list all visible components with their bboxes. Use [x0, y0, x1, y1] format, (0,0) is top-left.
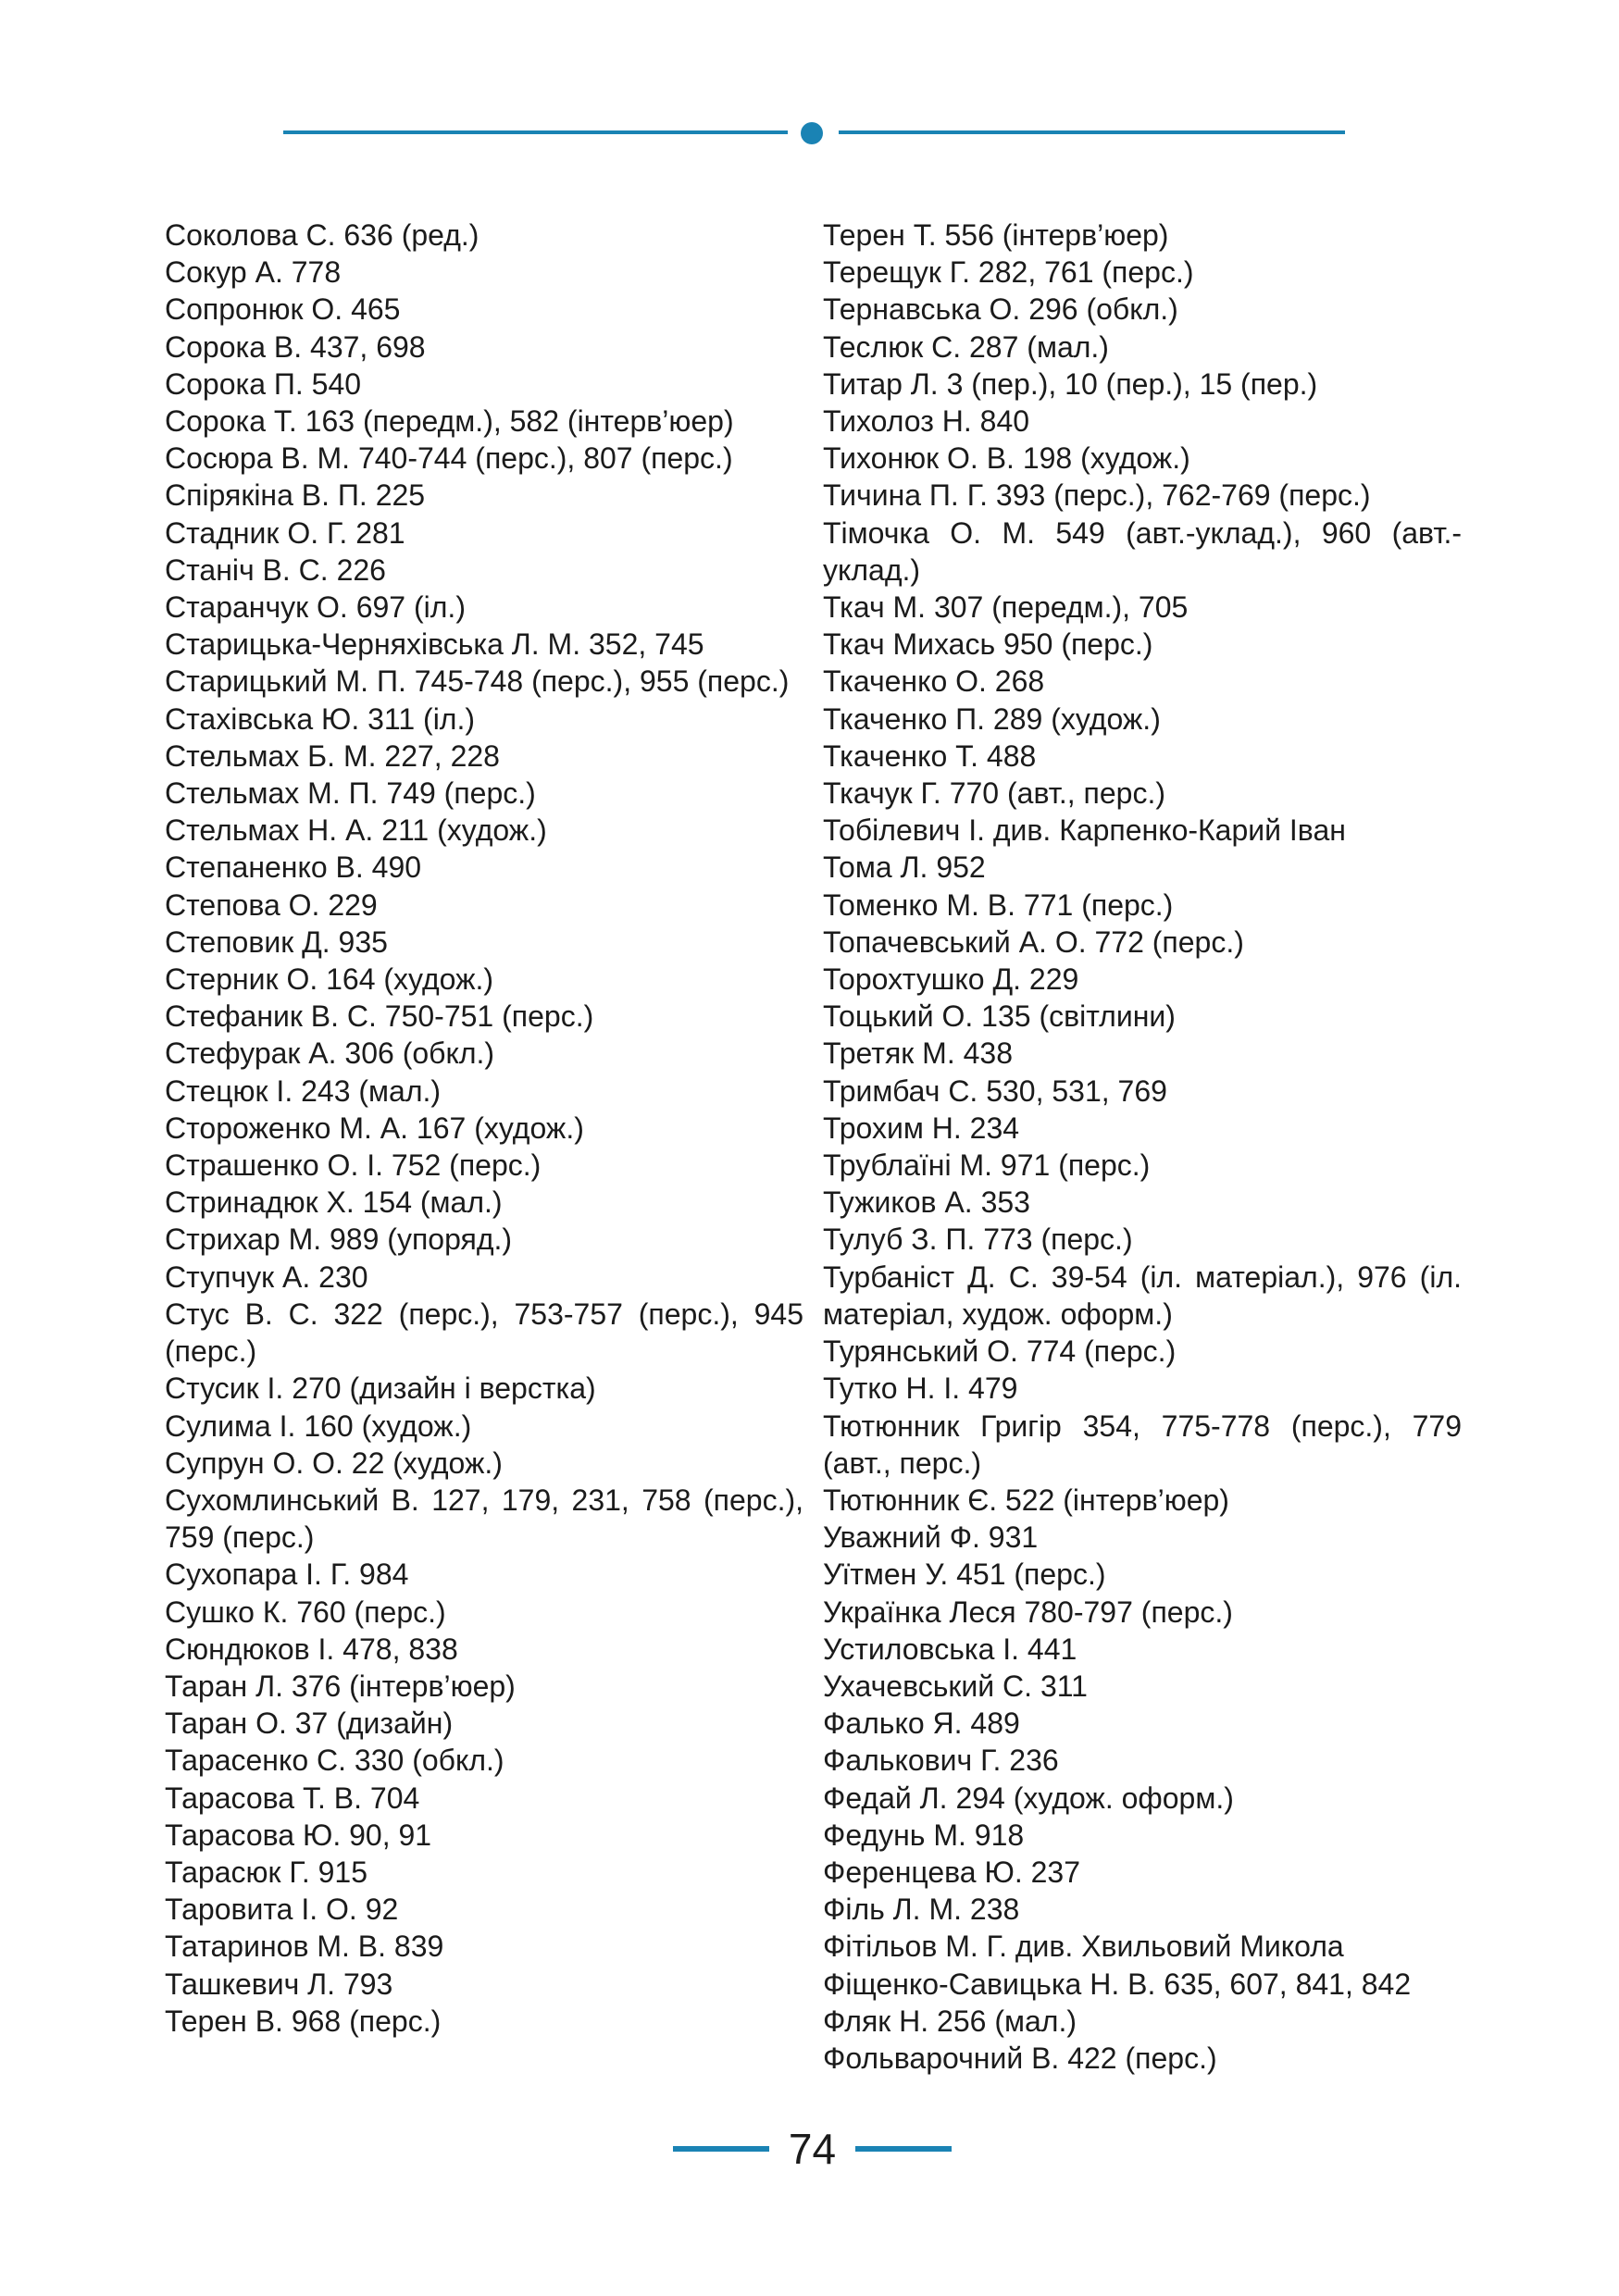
header-rule-left [283, 130, 788, 134]
index-entry: Степаненко В. 490 [165, 850, 422, 885]
index-entry: Уїтмен У. 451 (перс.) [823, 1558, 1106, 1592]
index-entry: Федунь М. 918 [823, 1818, 1025, 1852]
index-entry: Сопронюк О. 465 [165, 292, 401, 327]
index-entry: Сорока Т. 163 (передм.), 582 (інтерв’юер) [165, 404, 734, 439]
index-entry: Ткач Михась 950 (перс.) [823, 627, 1153, 662]
index-entry: Станіч В. С. 226 [165, 552, 386, 587]
index-entry: Тарасова Ю. 90, 91 [165, 1818, 432, 1852]
index-entry: Стороженко М. А. 167 (худож.) [165, 1111, 584, 1145]
index-entry: Тарасенко С. 330 (обкл.) [165, 1744, 504, 1778]
index-entry: Стринадюк Х. 154 (мал.) [165, 1185, 503, 1220]
index-entry: Тарасюк Г. 915 [165, 1855, 367, 1889]
index-entry: Тютюнник Є. 522 (інтерв’юер) [823, 1483, 1229, 1517]
index-entry: Соколова С. 636 (ред.) [165, 218, 479, 252]
index-entry: Сухопара І. Г. 984 [165, 1558, 409, 1592]
index-entry: Тримбач С. 530, 531, 769 [823, 1074, 1167, 1108]
index-entry: Стельмах Б. М. 227, 228 [165, 738, 500, 773]
page-footer [0, 2121, 1619, 2177]
index-column-right [823, 217, 1462, 2077]
index-entry: Стельмах Н. А. 211 (худож.) [165, 813, 547, 848]
index-entry: Фітільов М. Г. див. Хвильовий Микола [823, 1930, 1344, 1964]
index-entry: Тихонюк О. В. 198 (худож.) [823, 441, 1190, 476]
index-entry: Стусик І. 270 (дизайн і верстка) [165, 1371, 596, 1406]
index-entry: Сорока В. 437, 698 [165, 329, 426, 364]
index-entry: Степовик Д. 935 [165, 925, 388, 959]
index-entry: Фалькович Г. 236 [823, 1744, 1059, 1778]
footer-rule-left [673, 2146, 769, 2152]
index-entry: Стецюк І. 243 (мал.) [165, 1074, 442, 1108]
index-entry: Томенко М. В. 771 (перс.) [823, 887, 1174, 922]
index-entry: Ткаченко О. 268 [823, 664, 1045, 699]
index-entry: Страшенко О. І. 752 (перс.) [165, 1148, 542, 1183]
index-entry: Тютюнник Григір 354, 775-778 (перс.), 779 (авт., перс.) [823, 1409, 1462, 1480]
index-entry: Тихолоз Н. 840 [823, 404, 1030, 439]
index-entry: Тужиков А. 353 [823, 1185, 1030, 1220]
header-dot-ornament [801, 122, 823, 144]
index-entry: Терен В. 968 (перс.) [165, 2004, 442, 2038]
index-entry: Фіщенко-Савицька Н. В. 635, 607, 841, 842 [823, 1967, 1412, 2001]
index-entry: Тімочка О. М. 549 (авт.-уклад.), 960 (авт.-уклад.) [823, 515, 1462, 587]
header-rule-right [839, 130, 1345, 134]
index-entry: Топачевський А. О. 772 (перс.) [823, 925, 1244, 959]
footer-rule-right [855, 2146, 952, 2152]
index-entry: Супрун О. О. 22 (худож.) [165, 1446, 503, 1480]
index-entry: Трублаїні М. 971 (перс.) [823, 1148, 1151, 1183]
index-entry: Стельмах М. П. 749 (перс.) [165, 776, 536, 811]
index-entry: Уважний Ф. 931 [823, 1520, 1039, 1555]
index-entry: Ткач М. 307 (передм.), 705 [823, 590, 1189, 625]
index-entry: Старанчук О. 697 (іл.) [165, 590, 466, 625]
index-entry: Фольварочний В. 422 (перс.) [823, 2041, 1217, 2075]
index-entry: Ступчук А. 230 [165, 1260, 368, 1294]
index-entry: Таровита І. О. 92 [165, 1893, 399, 1927]
index-entry: Устиловська І. 441 [823, 1632, 1077, 1666]
index-entry: Торохтушко Д. 229 [823, 962, 1079, 997]
index-entry: Тобілевич І. див. Карпенко-Карий Іван [823, 813, 1346, 848]
index-entry: Тулуб З. П. 773 (перс.) [823, 1222, 1133, 1257]
index-entry: Степова О. 229 [165, 887, 378, 922]
index-entry: Стефаник В. С. 750-751 (перс.) [165, 999, 594, 1034]
index-entry: Стрихар М. 989 (упоряд.) [165, 1222, 513, 1257]
index-entry: Тернавська О. 296 (обкл.) [823, 292, 1178, 327]
index-entry: Ференцева Ю. 237 [823, 1855, 1080, 1889]
index-entry: Філь Л. М. 238 [823, 1893, 1020, 1927]
index-entry: Татаринов М. В. 839 [165, 1930, 444, 1964]
index-entry: Тарасова Т. В. 704 [165, 1781, 420, 1815]
index-entry: Ткаченко П. 289 (худож.) [823, 701, 1161, 736]
index-entry: Ухачевський С. 311 [823, 1669, 1088, 1703]
index-entry: Сушко К. 760 (перс.) [165, 1595, 446, 1629]
index-entry: Таран Л. 376 (інтерв’юер) [165, 1669, 516, 1703]
index-entry: Стус В. С. 322 (перс.), 753-757 (перс.), 945 (перс.) [165, 1297, 803, 1369]
index-entry: Старицький М. П. 745-748 (перс.), 955 (перс.) [165, 664, 790, 699]
index-entry: Ташкевич Л. 793 [165, 1967, 393, 2001]
index-entry: Таран О. 37 (дизайн) [165, 1706, 454, 1741]
index-entry: Турянський О. 774 (перс.) [823, 1334, 1177, 1369]
index-entry: Сулима І. 160 (худож.) [165, 1409, 472, 1443]
index-entry: Тоцький О. 135 (світлини) [823, 999, 1176, 1034]
index-entry: Фляк Н. 256 (мал.) [823, 2004, 1077, 2038]
index-entry: Терещук Г. 282, 761 (перс.) [823, 255, 1194, 290]
index-entry: Тичина П. Г. 393 (перс.), 762-769 (перс.) [823, 478, 1371, 513]
index-entry: Сосюра В. М. 740-744 (перс.), 807 (перс.) [165, 441, 733, 476]
index-entry: Старицька-Черняхівська Л. М. 352, 745 [165, 627, 704, 662]
index-entry: Титар Л. 3 (пер.), 10 (пер.), 15 (пер.) [823, 366, 1318, 401]
index-entry: Трохим Н. 234 [823, 1111, 1020, 1145]
index-entry: Сухомлинський В. 127, 179, 231, 758 (перс.), 759 (перс.) [165, 1483, 803, 1555]
index-entry: Стефурак А. 306 (обкл.) [165, 1036, 495, 1071]
index-entry: Терен Т. 556 (інтерв’юер) [823, 218, 1169, 252]
index-entry: Сорока П. 540 [165, 366, 362, 401]
index-entry: Ткаченко Т. 488 [823, 738, 1037, 773]
index-entry: Теслюк С. 287 (мал.) [823, 329, 1109, 364]
index-entry: Сокур А. 778 [165, 255, 342, 290]
index-entry: Сюндюков І. 478, 838 [165, 1632, 458, 1666]
index-entry: Тома Л. 952 [823, 850, 986, 885]
index-entry: Стерник О. 164 (худож.) [165, 962, 494, 997]
page-number: 74 [788, 2125, 837, 2173]
index-entry: Тутко Н. І. 479 [823, 1371, 1018, 1406]
index-entry: Третяк М. 438 [823, 1036, 1013, 1071]
index-entry: Стахівська Ю. 311 (іл.) [165, 701, 476, 736]
index-entry: Федай Л. 294 (худож. оформ.) [823, 1781, 1234, 1815]
index-column-left [165, 217, 803, 2040]
index-entry: Стадник О. Г. 281 [165, 515, 405, 550]
index-entry: Українка Леся 780-797 (перс.) [823, 1595, 1233, 1629]
index-entry: Турбаніст Д. С. 39-54 (іл. матеріал.), 976 (іл. матеріал, худож. оформ.) [823, 1260, 1462, 1331]
index-entry: Фалько Я. 489 [823, 1706, 1020, 1741]
index-entry: Ткачук Г. 770 (авт., перс.) [823, 776, 1165, 811]
index-entry: Спірякіна В. П. 225 [165, 478, 426, 513]
